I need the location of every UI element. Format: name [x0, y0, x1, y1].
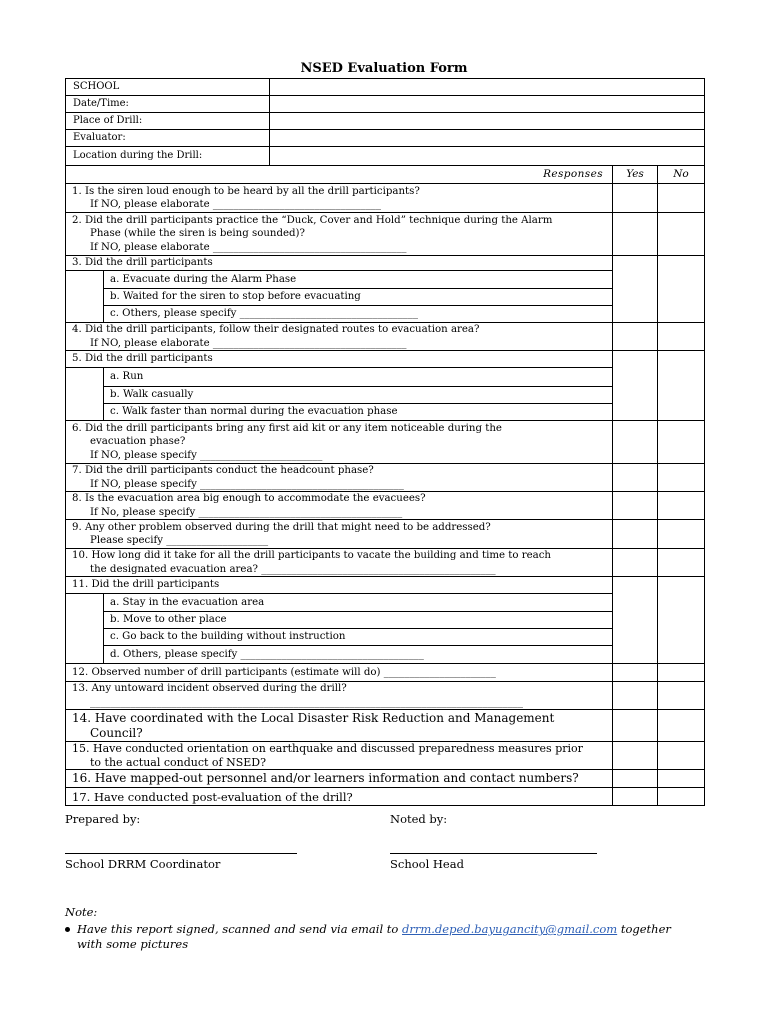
question-11-prompt: 11. Did the drill participants	[66, 577, 613, 594]
question-4-no-cell[interactable]	[658, 323, 705, 351]
question-8-no-cell[interactable]	[658, 492, 705, 520]
school-label: SCHOOL	[66, 79, 270, 96]
question-6-specify-line: If NO, please specify ________________________	[90, 449, 323, 461]
note-text-before: Have this report signed, scanned and send via email to	[77, 922, 403, 936]
question-1-yes-cell[interactable]	[613, 184, 658, 213]
question-16-yes-cell[interactable]	[613, 770, 658, 788]
noted-signature-line[interactable]	[390, 853, 597, 854]
question-9-specify-line: Please specify ____________________	[90, 535, 269, 546]
question-12-no-cell[interactable]	[658, 664, 705, 682]
question-11-row	[66, 577, 705, 594]
question-12-row	[66, 664, 705, 682]
question-3-prompt: 3. Did the drill participants	[66, 256, 613, 271]
question-14-yes-cell[interactable]	[613, 710, 658, 742]
question-2-text	[66, 213, 613, 256]
question-3-yes-cell[interactable]	[613, 256, 658, 323]
question-14-row	[66, 710, 705, 742]
question-11-option-row	[66, 612, 705, 629]
question-7-specify-line: If NO, please specify ________________________________________	[90, 478, 404, 490]
noted-role: School Head	[390, 857, 464, 871]
question-11-option-c: c. Go back to the building without instruction	[104, 629, 613, 646]
question-8-specify-line: If No, please specify ________________________________________	[90, 506, 403, 518]
question-11-no-cell[interactable]	[658, 577, 705, 664]
question-7-prompt: 7. Did the drill participants conduct the headcount phase?	[72, 465, 374, 476]
noted-by-label: Noted by:	[390, 812, 448, 826]
question-15-prompt: 15. Have conducted orientation on earthquake and discussed preparedness measures prior	[72, 742, 583, 755]
question-4-prompt: 4. Did the drill participants, follow their designated routes to evacuation area?	[72, 324, 480, 335]
note-bullet-line	[65, 921, 671, 937]
question-6-no-cell[interactable]	[658, 421, 705, 464]
question-2-row	[66, 213, 705, 256]
question-3-option-c: c. Others, please specify ___________________________________	[104, 306, 613, 323]
question-11-yes-cell[interactable]	[613, 577, 658, 664]
question-13-prompt: 13. Any untoward incident observed during the drill?	[72, 683, 347, 694]
question-15-yes-cell[interactable]	[613, 742, 658, 770]
note-text-after: together	[617, 922, 671, 936]
question-7-no-cell[interactable]	[658, 464, 705, 492]
question-13-no-cell[interactable]	[658, 682, 705, 710]
question-10-text	[66, 549, 613, 577]
question-9-prompt: 9. Any other problem observed during the drill that might need to be addressed?	[72, 521, 491, 533]
question-8-text	[66, 492, 613, 520]
question-9-text	[66, 520, 613, 549]
question-4-elaborate-line: If NO, please elaborate ______________________________________	[90, 337, 407, 349]
option-indent-cell	[66, 594, 104, 664]
question-13-row	[66, 682, 705, 710]
question-7-yes-cell[interactable]	[613, 464, 658, 492]
question-15-prompt-continued: to the actual conduct of NSED?	[90, 755, 267, 769]
question-3-option-b: b. Waited for the siren to stop before evacuating	[104, 289, 613, 306]
question-12-prompt: 12. Observed number of drill participants (estimate will do) ______________________	[66, 664, 613, 682]
info-table	[65, 78, 705, 166]
question-5-option-c: c. Walk faster than normal during the evacuation phase	[104, 404, 613, 421]
question-6-yes-cell[interactable]	[613, 421, 658, 464]
note-continuation: with some pictures	[77, 937, 189, 951]
question-4-yes-cell[interactable]	[613, 323, 658, 351]
question-14-text	[66, 710, 613, 742]
question-9-yes-cell[interactable]	[613, 520, 658, 549]
question-1-row	[66, 184, 705, 213]
question-13-yes-cell[interactable]	[613, 682, 658, 710]
question-1-elaborate-line: If NO, please elaborate _________________________________	[90, 199, 381, 210]
question-11-option-row	[66, 629, 705, 646]
question-6-prompt: 6. Did the drill participants bring any first aid kit or any item noticeable during the	[72, 422, 502, 434]
question-15-no-cell[interactable]	[658, 742, 705, 770]
question-8-prompt: 8. Is the evacuation area big enough to accommodate the evacuees?	[72, 493, 426, 504]
evaluation-form	[65, 78, 704, 806]
question-10-answer-line: the designated evacuation area? ______________________________________________	[90, 563, 496, 575]
question-11-option-row	[66, 594, 705, 612]
place-of-drill-label: Place of Drill:	[66, 113, 270, 130]
question-4-text	[66, 323, 613, 351]
location-label: Location during the Drill:	[66, 147, 270, 166]
question-15-text	[66, 742, 613, 770]
question-5-prompt: 5. Did the drill participants	[66, 351, 613, 368]
question-8-yes-cell[interactable]	[613, 492, 658, 520]
question-5-option-row	[66, 387, 705, 404]
school-field[interactable]	[270, 79, 705, 96]
question-14-no-cell[interactable]	[658, 710, 705, 742]
question-16-prompt: 16. Have mapped-out personnel and/or learners information and contact numbers?	[66, 770, 613, 788]
question-1-no-cell[interactable]	[658, 184, 705, 213]
question-6-text	[66, 421, 613, 464]
location-field[interactable]	[270, 147, 705, 166]
question-11-option-b: b. Move to other place	[104, 612, 613, 629]
no-header: No	[658, 166, 705, 184]
question-8-row	[66, 492, 705, 520]
question-6-prompt-continued: evacuation phase?	[90, 436, 186, 448]
question-2-prompt: 2. Did the drill participants practice the “Duck, Cover and Hold” technique during the Alarm	[72, 214, 553, 226]
question-5-yes-cell[interactable]	[613, 351, 658, 421]
question-17-yes-cell[interactable]	[613, 788, 658, 806]
prepared-by-label: Prepared by:	[65, 812, 141, 826]
question-2-elaborate-line: If NO, please elaborate ______________________________________	[90, 241, 407, 253]
question-3-option-row	[66, 289, 705, 306]
question-11-option-d: d. Others, please specify ____________________________________	[104, 646, 613, 664]
question-16-no-cell[interactable]	[658, 770, 705, 788]
question-11-option-row	[66, 646, 705, 664]
info-row-date-time	[66, 96, 705, 113]
question-3-row	[66, 256, 705, 271]
question-17-row	[66, 788, 705, 806]
question-10-row	[66, 549, 705, 577]
question-17-no-cell[interactable]	[658, 788, 705, 806]
date-time-label: Date/Time:	[66, 96, 270, 113]
question-5-row	[66, 351, 705, 368]
info-row-evaluator	[66, 130, 705, 147]
prepared-signature-line[interactable]	[65, 853, 297, 854]
question-5-no-cell[interactable]	[658, 351, 705, 421]
question-11-option-a: a. Stay in the evacuation area	[104, 594, 613, 612]
form-title: NSED Evaluation Form	[300, 61, 468, 76]
yes-header: Yes	[613, 166, 658, 184]
info-row-location	[66, 147, 705, 166]
question-12-yes-cell[interactable]	[613, 664, 658, 682]
date-time-field[interactable]	[270, 96, 705, 113]
prepared-role: School DRRM Coordinator	[65, 857, 221, 871]
question-2-prompt-continued: Phase (while the siren is being sounded)?	[90, 228, 305, 240]
email-link[interactable]: drrm.deped.bayugancity@gmail.com	[402, 922, 618, 936]
question-10-no-cell[interactable]	[658, 549, 705, 577]
question-5-option-row	[66, 404, 705, 421]
question-14-prompt-continued: Council?	[90, 725, 143, 740]
question-3-option-a: a. Evacuate during the Alarm Phase	[104, 271, 613, 289]
info-row-school	[66, 79, 705, 96]
question-3-option-row	[66, 306, 705, 323]
question-4-row	[66, 323, 705, 351]
question-2-no-cell[interactable]	[658, 213, 705, 256]
question-10-yes-cell[interactable]	[613, 549, 658, 577]
question-6-row	[66, 421, 705, 464]
question-1-prompt: 1. Is the siren loud enough to be heard by all the drill participants?	[72, 185, 420, 197]
question-17-prompt: 17. Have conducted post-evaluation of the drill?	[66, 788, 613, 806]
question-10-prompt: 10. How long did it take for all the drill participants to vacate the building and time to reach	[72, 550, 551, 561]
question-5-option-b: b. Walk casually	[104, 387, 613, 404]
question-7-row	[66, 464, 705, 492]
evaluator-field[interactable]	[270, 130, 705, 147]
question-13-text	[66, 682, 613, 710]
responses-header: Responses	[66, 166, 613, 184]
responses-header-row	[66, 166, 705, 184]
questions-table	[65, 165, 705, 806]
question-9-row	[66, 520, 705, 549]
question-15-row	[66, 742, 705, 770]
bullet-icon	[65, 927, 70, 932]
question-1-text	[66, 184, 613, 213]
question-7-text	[66, 464, 613, 492]
question-14-prompt: 14. Have coordinated with the Local Disaster Risk Reduction and Management	[72, 711, 555, 725]
question-13-answer-line: _____________________________________________________________________________________	[90, 696, 523, 708]
question-3-no-cell[interactable]	[658, 256, 705, 323]
evaluator-label: Evaluator:	[66, 130, 270, 147]
note-heading: Note:	[65, 905, 98, 919]
option-indent-cell	[66, 271, 104, 323]
info-row-place-of-drill	[66, 113, 705, 130]
place-of-drill-field[interactable]	[270, 113, 705, 130]
question-5-option-row	[66, 368, 705, 387]
question-2-yes-cell[interactable]	[613, 213, 658, 256]
question-3-option-row	[66, 271, 705, 289]
question-5-option-a: a. Run	[104, 368, 613, 387]
question-16-row	[66, 770, 705, 788]
option-indent-cell	[66, 368, 104, 421]
question-9-no-cell[interactable]	[658, 520, 705, 549]
